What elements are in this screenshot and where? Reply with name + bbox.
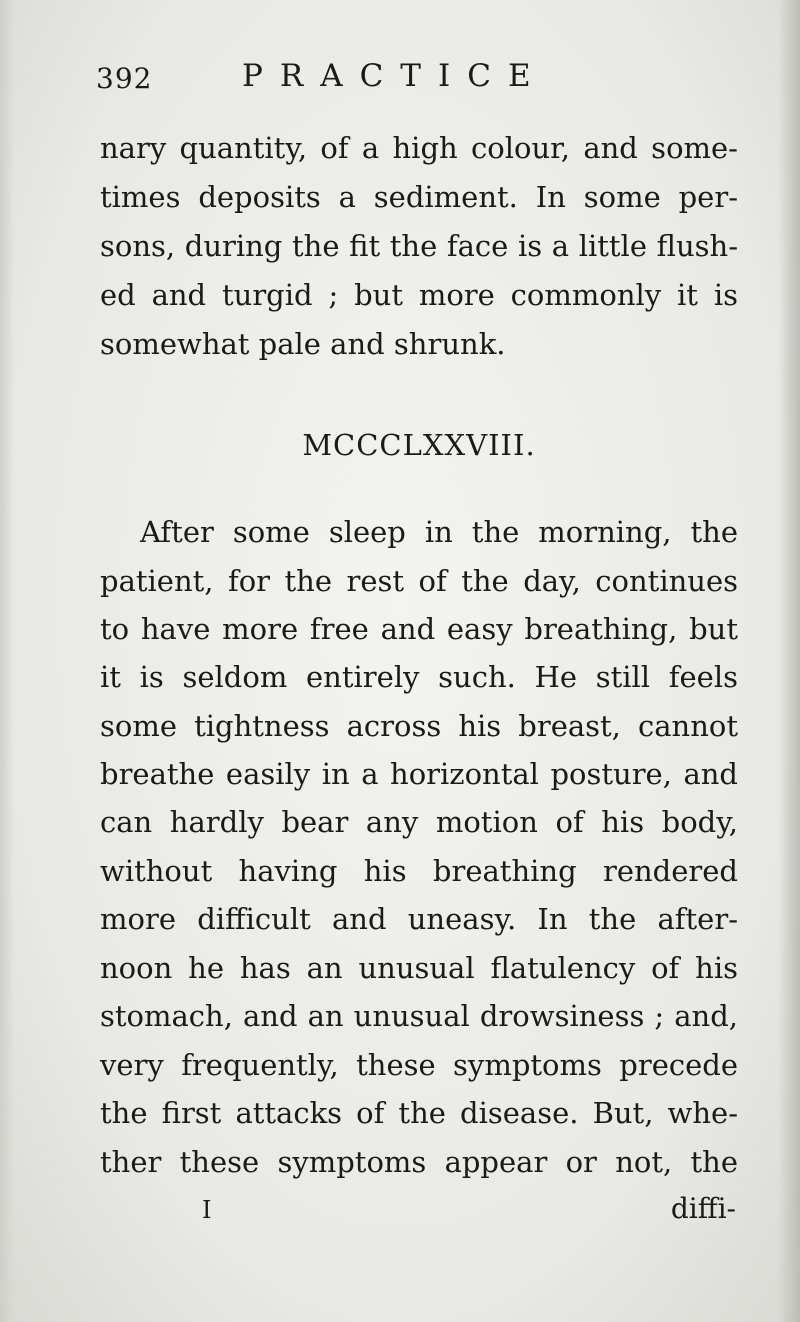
- catchword: diffi-: [670, 1192, 736, 1225]
- text-line: more difficult and uneasy. In the after-: [100, 902, 738, 936]
- text-line: ed and turgid ; but more commonly it is: [100, 278, 738, 312]
- section-number: MCCCLXXVIII.: [302, 428, 536, 462]
- running-head: PRACTICE: [242, 58, 548, 94]
- text-line: very frequently, these symptoms precede: [100, 1048, 738, 1082]
- text-line: After some sleep in the morning, the: [140, 515, 738, 549]
- page-edge-shadow-left: [0, 0, 14, 1322]
- text-line: breathe easily in a horizontal posture, and: [100, 757, 738, 791]
- text-line: to have more free and easy breathing, but: [100, 612, 738, 646]
- text-line: the first attacks of the disease. But, whe-: [100, 1096, 738, 1130]
- text-line: sons, during the fit the face is a little flush-: [100, 229, 738, 263]
- text-line: ther these symptoms appear or not, the: [100, 1145, 738, 1179]
- page-number: 392: [96, 62, 153, 95]
- text-line: times deposits a sediment. In some per-: [100, 180, 738, 214]
- signature-mark: I: [202, 1196, 212, 1224]
- text-line: some tightness across his breast, cannot: [100, 709, 738, 743]
- text-line: patient, for the rest of the day, continues: [100, 564, 738, 598]
- text-line: it is seldom entirely such. He still feels: [100, 660, 738, 694]
- page-header: [96, 52, 736, 102]
- text-line: nary quantity, of a high colour, and some-: [100, 131, 738, 165]
- text-line: can hardly bear any motion of his body,: [100, 805, 738, 839]
- page-edge-shadow-right: [778, 0, 800, 1322]
- text-line: without having his breathing rendered: [100, 854, 738, 888]
- text-line: stomach, and an unusual drowsiness ; and,: [100, 999, 738, 1033]
- text-line: somewhat pale and shrunk.: [100, 327, 506, 361]
- text-line: noon he has an unusual flatulency of his: [100, 951, 738, 985]
